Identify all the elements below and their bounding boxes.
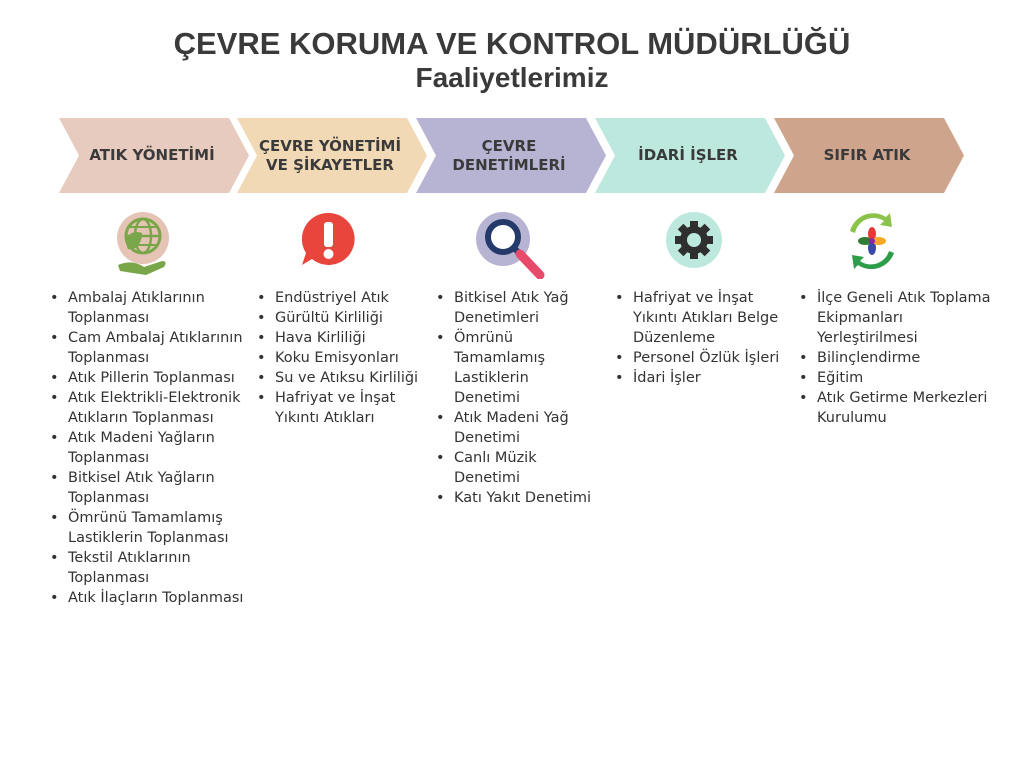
list-item: • Tekstil Atıklarının Toplanması bbox=[48, 548, 248, 588]
eco-globe-icon bbox=[112, 209, 176, 279]
list-item: • Personel Özlük İşleri bbox=[613, 348, 783, 368]
gear-icon bbox=[662, 209, 726, 279]
page-title: ÇEVRE KORUMA VE KONTROL MÜDÜRLÜĞÜ bbox=[173, 26, 851, 61]
exclamation-icon bbox=[298, 209, 362, 279]
step-cevre-yonetimi bbox=[237, 118, 427, 193]
list-item: • Su ve Atıksu Kirliliği bbox=[255, 368, 420, 388]
list-item: • Eğitim bbox=[797, 368, 997, 388]
list-item: • Atık Elektrikli-Elektronik Atıkların Toplanması bbox=[48, 388, 248, 428]
list-item: • Gürültü Kirliliği bbox=[255, 308, 420, 328]
step-label: ÇEVRE YÖNETİMİ VE ŞİKAYETLER bbox=[258, 136, 402, 174]
list-item: • Hava Kirliliği bbox=[255, 328, 420, 348]
list-item: • Atık Madeni Yağların Toplanması bbox=[48, 428, 248, 468]
list-item: • Ömrünü Tamamlamış Lastiklerin Toplanması bbox=[48, 508, 248, 548]
list-idari-isler bbox=[613, 288, 783, 388]
step-label: ATIK YÖNETİMİ bbox=[89, 146, 215, 164]
list-item: • Bitkisel Atık Yağ Denetimleri bbox=[434, 288, 599, 328]
zero-waste-icon bbox=[840, 209, 904, 279]
step-idari-isler bbox=[595, 118, 785, 193]
list-cevre-yonetimi bbox=[255, 288, 420, 428]
step-atik-yonetimi bbox=[59, 118, 249, 193]
list-item: • İlçe Geneli Atık Toplama Ekipmanları Yerleştirilmesi bbox=[797, 288, 997, 348]
list-item: • Canlı Müzik Denetimi bbox=[434, 448, 599, 488]
list-item: • Katı Yakıt Denetimi bbox=[434, 488, 599, 508]
list-item: • Atık Getirme Merkezleri Kurulumu bbox=[797, 388, 997, 428]
step-cevre-denetimleri bbox=[416, 118, 606, 193]
list-item: • Koku Emisyonları bbox=[255, 348, 420, 368]
list-item: • Bilinçlendirme bbox=[797, 348, 997, 368]
page-subtitle: Faaliyetlerimiz bbox=[415, 62, 609, 93]
list-item: • Bitkisel Atık Yağların Toplanması bbox=[48, 468, 248, 508]
list-item: • İdari İşler bbox=[613, 368, 783, 388]
list-item: • Ömrünü Tamamlamış Lastiklerin Denetimi bbox=[434, 328, 599, 408]
list-item: • Cam Ambalaj Atıklarının Toplanması bbox=[48, 328, 248, 368]
list-atik-yonetimi bbox=[48, 288, 248, 608]
list-item: • Endüstriyel Atık bbox=[255, 288, 420, 308]
list-item: • Atık Pillerin Toplanması bbox=[48, 368, 248, 388]
list-item: • Hafriyat ve İnşat Yıkıntı Atıkları Belge Düzenleme bbox=[613, 288, 783, 348]
magnifier-icon bbox=[474, 209, 538, 279]
step-sifir-atik bbox=[774, 118, 964, 193]
list-cevre-denetimleri bbox=[434, 288, 599, 508]
step-label: ÇEVRE DENETİMLERİ bbox=[452, 136, 566, 174]
list-item: • Ambalaj Atıklarının Toplanması bbox=[48, 288, 248, 328]
list-item: • Atık İlaçların Toplanması bbox=[48, 588, 248, 608]
step-label: İDARİ İŞLER bbox=[638, 146, 738, 164]
list-sifir-atik bbox=[797, 288, 997, 428]
list-item: • Atık Madeni Yağ Denetimi bbox=[434, 408, 599, 448]
step-label: SIFIR ATIK bbox=[823, 146, 911, 164]
list-item: • Hafriyat ve İnşat Yıkıntı Atıkları bbox=[255, 388, 420, 428]
